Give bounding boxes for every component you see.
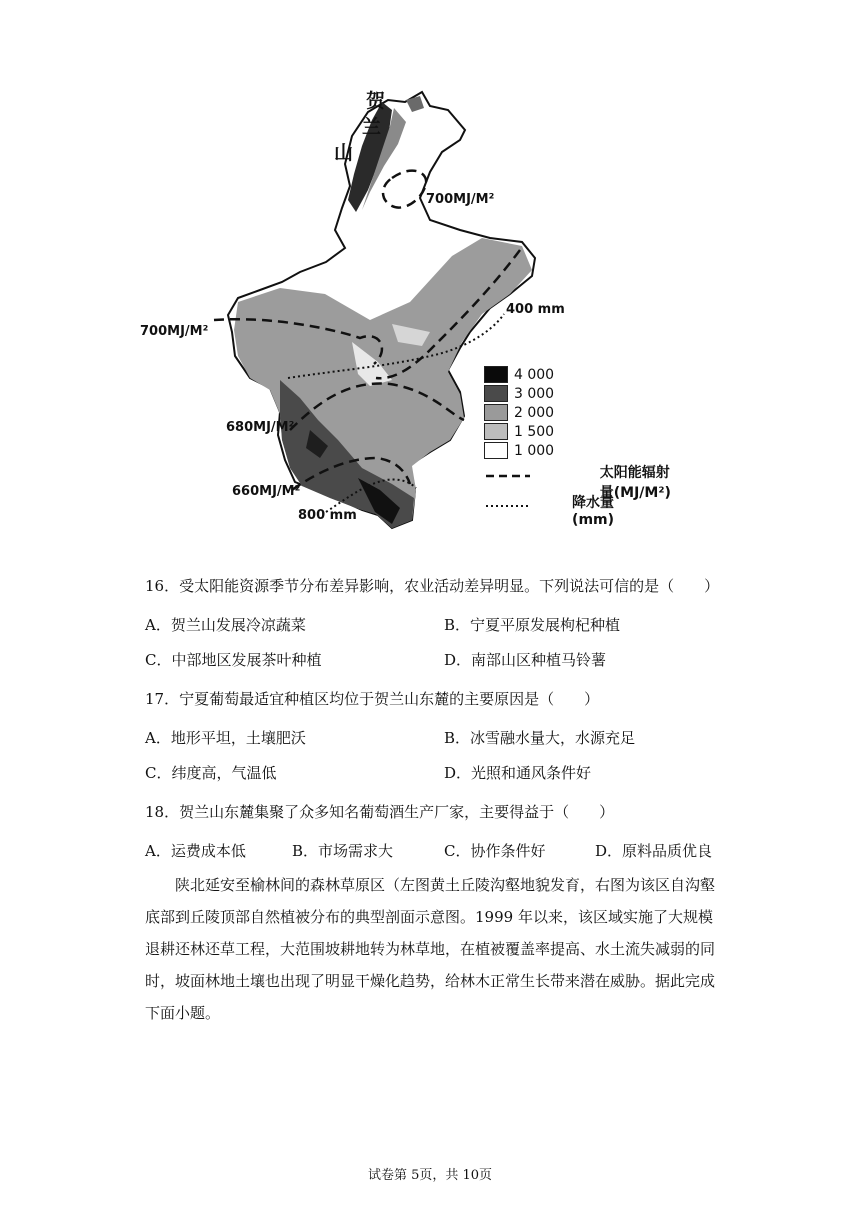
isoline-label-800mm: 800 mm [298, 508, 357, 523]
helan-mountain-char-1: 贺 [366, 90, 386, 112]
page-footer: 试卷第 5页，共 10页 [367, 1168, 493, 1183]
passage-line-4: 时，坡面林地土壤也出现了明显干燥化趋势，给林木正常生长带来潜在威胁。据此完成 [145, 972, 716, 990]
isoline-label-660: 660MJ/M² [232, 484, 301, 499]
legend-label-3000: 3 000 [514, 385, 555, 402]
question-18-option-d[interactable]: D．原料品质优良 [595, 842, 713, 860]
question-17-option-d[interactable]: D．光照和通风条件好 [444, 764, 592, 782]
question-17-stem: 17．宁夏葡萄最适宜种植区均位于贺兰山东麓的主要原因是（ ） [145, 690, 600, 708]
isoline-label-400mm: 400 mm [506, 302, 565, 317]
question-18-option-b[interactable]: B．市场需求大 [292, 842, 394, 860]
question-16-option-b[interactable]: B．宁夏平原发展枸杞种植 [444, 616, 621, 634]
passage-line-3: 退耕还林还草工程，大范围坡耕地转为林草地，在植被覆盖率提高、水土流失减弱的同 [145, 940, 716, 958]
legend-dashed-line-icon [484, 471, 594, 494]
helan-mountain-char-3: 山 [334, 142, 354, 164]
question-16-stem: 16．受太阳能资源季节分布差异影响，农业活动差异明显。下列说法可信的是（ ） [145, 577, 720, 595]
legend-label-1000: 1 000 [514, 442, 555, 459]
legend-row-precip [484, 492, 622, 528]
question-18-option-a[interactable]: A．运费成本低 [145, 842, 246, 860]
question-17-option-a[interactable]: A．地形平坦，土壤肥沃 [145, 729, 306, 747]
question-17-option-c[interactable]: C．纬度高，气温低 [145, 764, 277, 782]
legend-row-2000 [484, 404, 554, 421]
legend-dotted-line-icon [484, 501, 566, 518]
legend-swatch-3000 [484, 385, 508, 402]
isoline-label-680: 680MJ/M² [226, 420, 295, 435]
ningxia-map-figure [130, 80, 710, 540]
question-17-option-b[interactable]: B．冰雪融水量大，水源充足 [444, 729, 636, 747]
legend-label-solar: 太阳能辐射量(MJ/M²) [599, 465, 671, 501]
legend-label-1500: 1 500 [514, 423, 555, 440]
legend-row-1500 [484, 423, 554, 440]
legend-row-1000 [484, 442, 554, 459]
legend-swatch-4000 [484, 366, 508, 383]
helan-mountain-char-2: 兰 [362, 116, 382, 138]
passage-line-1: 陕北延安至榆林间的森林草原区（左图黄土丘陵沟壑地貌发育，右图为该区自沟壑 [175, 876, 716, 894]
legend-label-4000: 4 000 [514, 366, 555, 383]
passage-line-2: 底部到丘陵顶部自然植被分布的典型剖面示意图。1999 年以来，该区域实施了大规模 [145, 908, 713, 926]
legend-swatch-1500 [484, 423, 508, 440]
isoline-label-700-west: 700MJ/M² [140, 324, 209, 339]
legend-swatch-1000 [484, 442, 508, 459]
legend-row-3000 [484, 385, 554, 402]
question-18-option-c[interactable]: C．协作条件好 [444, 842, 546, 860]
legend-swatch-2000 [484, 404, 508, 421]
legend-label-2000: 2 000 [514, 404, 555, 421]
isoline-label-700-north: 700MJ/M² [426, 192, 495, 207]
question-16-option-d[interactable]: D．南部山区种植马铃薯 [444, 651, 607, 669]
legend-row-4000 [484, 366, 554, 383]
passage-line-5: 下面小题。 [145, 1004, 221, 1022]
question-16-option-c[interactable]: C．中部地区发展茶叶种植 [145, 651, 322, 669]
legend-label-precip: 降水量(mm) [572, 495, 615, 528]
question-18-stem: 18．贺兰山东麓集聚了众多知名葡萄酒生产厂家，主要得益于（ ） [145, 803, 615, 821]
question-16-option-a[interactable]: A．贺兰山发展冷凉蔬菜 [145, 616, 306, 634]
